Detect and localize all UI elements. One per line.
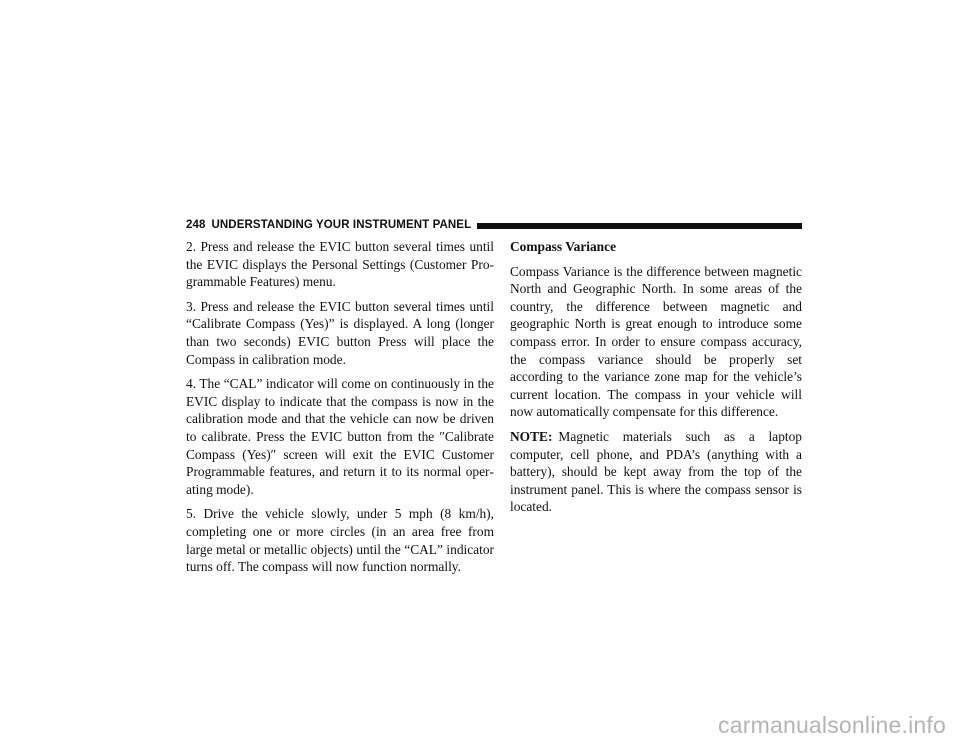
- page-header: [186, 218, 802, 232]
- step-2-paragraph: 2. Press and release the EVIC button several times until the EVIC displays the Personal Settings (Customer Programmable Features) menu.: [186, 239, 494, 290]
- section-title: UNDERSTANDING YOUR INSTRUMENT PANEL: [211, 219, 472, 231]
- right-column: [510, 238, 802, 523]
- note-paragraph: [510, 428, 802, 516]
- note-text: Magnetic materials such as a laptop computer, cell phone, and PDA’s (anything with a battery), should be kept away from the top of the instrument panel. This is where the compass sensor is located.: [510, 428, 802, 515]
- compass-variance-paragraph: Compass Variance is the difference between magnetic North and Geographic North. In some areas of the country, the difference between magnetic and geographic North is great enough to introduce some compass error. In order to ensure compass accuracy, the compass variance should be properly set according to the variance zone map for the vehicle’s current location. The compass in your vehicle will now automatically compensate for this difference.: [510, 263, 802, 420]
- step-4-paragraph: 4. The “CAL” indicator will come on continuously in the EVIC display to indicate that the compass is now in the calibration mode and that the vehicle can now be driven to calibrate. Press the EVIC button from the ″Calibrate Compass (Yes)″ screen will exit the EVIC Customer Programmable features, and return it to its normal operating mode).: [186, 376, 494, 497]
- step-5-paragraph: 5. Drive the vehicle slowly, under 5 mph (8 km/h), completing one or more circles (in an area free from large metal or metallic objects) until the “CAL” indicator turns off. The compass will now function normally.: [186, 506, 494, 575]
- page-number: 248: [186, 219, 206, 231]
- step-3-paragraph: 3. Press and release the EVIC button several times until “Calibrate Compass (Yes)” is displayed. A long (longer than two seconds) EVIC button Press will place the Compass in calibration mode.: [186, 298, 494, 367]
- left-column: [186, 238, 494, 583]
- note-label: NOTE:: [510, 428, 553, 444]
- header-rule: [477, 223, 802, 229]
- compass-variance-heading: Compass Variance: [510, 239, 617, 254]
- site-watermark: carmanualsonline.info: [718, 712, 946, 738]
